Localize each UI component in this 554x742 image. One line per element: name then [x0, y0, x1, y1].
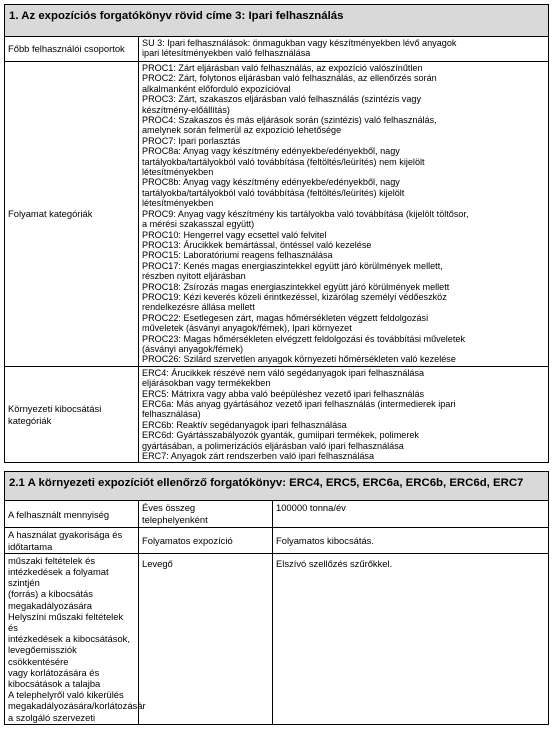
- user-groups-value: [139, 37, 549, 62]
- frequency-label-line: A használat gyakorisága és: [8, 529, 123, 541]
- frequency-label-line: időtartama: [8, 540, 53, 552]
- technical-label-line: a szolgáló szervezeti: [8, 711, 96, 723]
- technical-label-line: megakadályozására: [8, 599, 92, 611]
- process-line: PROC22: Esetlegesen zárt, magas hőmérsékleten végzett feldolgozási: [142, 312, 429, 323]
- process-line: tartályokba/tartályokból való továbbítása (feltöltés/leürítés) kijelölt: [142, 187, 405, 198]
- user-groups-line: ipari létesítményekben való felhasználása: [142, 48, 311, 59]
- process-line: PROC8a: Anyag vagy készítmény edényekbe/edényekből, nagy: [142, 146, 400, 157]
- process-line: a mérési szakasszal együtt): [142, 219, 255, 230]
- amount-sub-label: [139, 501, 273, 528]
- section-gap: [4, 463, 548, 471]
- env-line: ERC6d: Gyártásszabályozók gyanták, gumiipari termékek, polimerek: [142, 430, 419, 441]
- env-release-label-line: kategóriák: [8, 414, 52, 426]
- process-line: tartályokba/tartályokból való továbbítása (feltöltés/leürítés) nem kijelölt: [142, 156, 425, 167]
- process-line: részben nyitott eljárásban: [142, 271, 246, 282]
- process-line: PROC8b: Anyag vagy készítmény edényekbe/edényekből, nagy: [142, 177, 400, 188]
- env-line: ERC6b: Reaktív segédanyagok ipari felhasználása: [142, 419, 347, 430]
- process-line: létesítményekben: [142, 167, 214, 178]
- process-line: PROC3: Zárt, szakaszos eljárásban való felhasználás (szintézis vagy: [142, 94, 421, 105]
- process-line: PROC15: Laboratóriumi reagens felhasználása: [142, 250, 333, 261]
- process-line: PROC13: Árucikkek bemártással, öntéssel való kezelése: [142, 239, 372, 250]
- process-line: rendelkezésre állása mellett: [142, 302, 255, 313]
- process-line: PROC19: Kézi keverés közeli érintkezéssel, kizárólag személyi védőeszköz: [142, 291, 447, 302]
- user-groups-label: Főbb felhasználói csoportok: [5, 37, 139, 62]
- frequency-value: Folyamatos kibocsátás.: [273, 528, 549, 553]
- section1-table: [4, 4, 549, 463]
- env-line: ERC7: Anyagok zárt rendszerben való ipari felhasználása: [142, 451, 375, 462]
- process-line: amelynek során felmerül az expozíció lehetősége: [142, 125, 342, 136]
- amount-sub-label-line: telephelyenként: [142, 513, 208, 525]
- process-line: PROC2: Zárt, folytonos eljárásban való felhasználás, az ellenőrzés során: [142, 73, 437, 84]
- process-categories-value: [139, 62, 549, 367]
- document-page: [4, 4, 548, 725]
- amount-label: A felhasznált mennyiség: [5, 501, 139, 528]
- section2-table: [4, 471, 549, 724]
- technical-label-line: intézkedések a folyamat szintjén: [8, 566, 109, 589]
- env-line: ERC5: Mátrixra vagy abba való beépüléshez vezető ipari felhasználás: [142, 388, 425, 399]
- technical-label-line: vagy korlátozására és: [8, 666, 100, 678]
- technical-measures-label: [5, 553, 146, 724]
- process-line: PROC9: Anyag vagy készítmény kis tartályokba való továbbítása (kijelölt töltősor,: [142, 208, 469, 219]
- process-line: PROC7: Ipari porlasztás: [142, 135, 241, 146]
- technical-label-line: megakadályozására/korlátozásár: [8, 700, 146, 712]
- frequency-sub-label: Folyamatos expozíció: [139, 528, 273, 553]
- section1-title: 1. Az expozíciós forgatókönyv rövid címe 3: Ipari felhasználás: [5, 5, 549, 37]
- technical-label-line: kibocsátások a talajba: [8, 678, 101, 690]
- technical-label-line: intézkedések a kibocsátások,: [8, 633, 130, 645]
- process-line: műveletek (ásványi anyagok/fémek), Ipari környezet: [142, 323, 352, 334]
- env-line: ERC6a: Más anyag gyártásához vezető ipari felhasználás (intermedierek ipari: [142, 399, 456, 409]
- process-line: készítmény-előállítás): [142, 104, 230, 115]
- technical-value: Elszívó szellőzés szűrőkkel.: [273, 553, 549, 724]
- env-line: felhasználása): [142, 409, 201, 420]
- technical-label-line: (forrás) a kibocsátás: [8, 588, 93, 600]
- env-line: eljárásokban vagy termékekben: [142, 378, 271, 389]
- process-line: (ásványi anyagok/fémek): [142, 343, 244, 354]
- technical-sub-label: Levegő: [139, 553, 273, 724]
- process-line: PROC10: Hengerrel vagy ecsettel való felvitel: [142, 229, 327, 240]
- amount-sub-label-line: Éves összeg: [142, 502, 196, 514]
- amount-value: 100000 tonna/év: [273, 501, 549, 528]
- technical-label-line: Helyszíni műszaki feltételek és: [8, 610, 124, 634]
- env-release-value: [139, 366, 549, 463]
- process-line: PROC1: Zárt eljárásban való felhasználás, az expozíció valószínűtlen: [142, 63, 423, 73]
- env-release-label: [5, 366, 139, 463]
- process-line: PROC18: Zsírozás magas energiaszintekkel együtt járó körülmények mellett: [142, 281, 450, 292]
- technical-label-line: A telephelyről való kikerülés: [8, 689, 124, 701]
- section2-title: 2.1 A környezeti expozíciót ellenőrző forgatókönyv: ERC4, ERC5, ERC6a, ERC6b, ERC6d, ERC7: [5, 472, 549, 501]
- frequency-label: [5, 528, 139, 553]
- env-release-label-line: Környezeti kibocsátási: [8, 403, 102, 415]
- user-groups-line: SU 3: Ipari felhasználások: önmagukban vagy készítményekben lévő anyagok: [142, 38, 457, 48]
- technical-label-line: levegőemissziók csökkentésére: [8, 644, 77, 667]
- process-line: PROC23: Magas hőmérsékleten elvégzett feldolgozási és továbbítási műveletek: [142, 333, 465, 344]
- process-line: PROC26: Szilárd szervetlen anyagok környezeti hőmérsékleten való kezelése: [142, 354, 456, 365]
- env-line: ERC4: Árucikkek részévé nem váló segédanyagok ipari felhasználása: [142, 367, 425, 378]
- process-line: PROC17: Kenés magas energiaszintekkel együtt járó körülmények mellett,: [142, 260, 443, 271]
- process-categories-label: Folyamat kategóriák: [5, 62, 139, 367]
- process-line: alkalmanként előforduló expozícióval: [142, 83, 291, 94]
- technical-label-line: műszaki feltételek és: [8, 554, 96, 566]
- process-line: létesítményekben: [142, 198, 214, 209]
- process-line: PROC4: Szakaszos és más eljárások során (szintézis) való felhasználás,: [142, 115, 437, 126]
- env-line: gyártásában, a polimerizációs eljárásban való ipari felhasználása: [142, 440, 404, 451]
